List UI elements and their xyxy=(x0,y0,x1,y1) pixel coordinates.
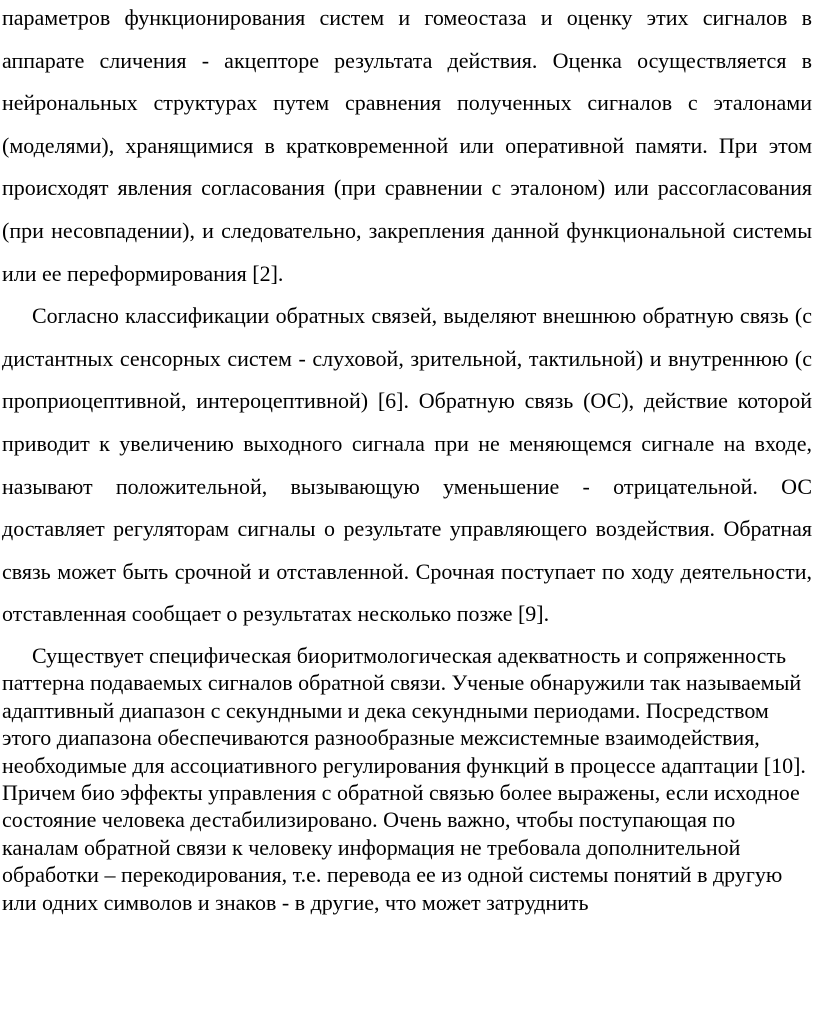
paragraph-continuation: параметров функционирования систем и гомеостаза и оценку этих сигналов в аппарате сличения - акцепторе результата действия. Оценка осуществляется в нейрональных структурах путем сравнения полученных сигналов с эталонами (моделями), хранящимися в кратковременной или оперативной памяти. При этом происходят явления согласования (при сравнении с эталоном) или рассогласования (при несовпадении), и следовательно, закрепления данной функциональной системы или ее переформирования [2]. xyxy=(2,5,812,286)
paragraph-feedback-classification: Согласно классификации обратных связей, выделяют внешнюю обратную связь (с дистантных сенсорных систем - слуховой, зрительной, тактильной) и внутреннюю (с проприоцептивной, интероцептивной) [6]. Обратную связь (ОС), действие которой приводит к увеличению выходного сигнала при не меняющемся сигнале на входе, называют положительной, вызывающую уменьшение - отрицательной. ОС доставляет регуляторам сигналы о результате управляющего воздействия. Обратная связь может быть срочной и отставленной. Срочная поступает по ходу деятельности, отставленная сообщает о результатах несколько позже [9]. xyxy=(2,303,812,627)
paragraph-biorhythm-adequacy: Существует специфическая биоритмологическая адекватность и сопряженность паттерна подаваемых сигналов обратной связи. Ученые обнаружили так называемый адаптивный диапазон с секундными и дека секундными периодами. Посредством этого диапазона обеспечиваются разнообразные межсистемные взаимодействия, необходимые для ассоциативного регулирования функций в процессе адаптации [10]. Причем био эффекты управления с обратной связью более выражены, если исходное состояние человека дестабилизировано. Очень важно, чтобы поступающая по каналам обратной связи к человеку информация не требовала дополнительной обработки – перекодирования, т.е. перевода ее из одной системы понятий в другую или одних символов и знаков - в другие, что может затруднить xyxy=(2,642,806,915)
